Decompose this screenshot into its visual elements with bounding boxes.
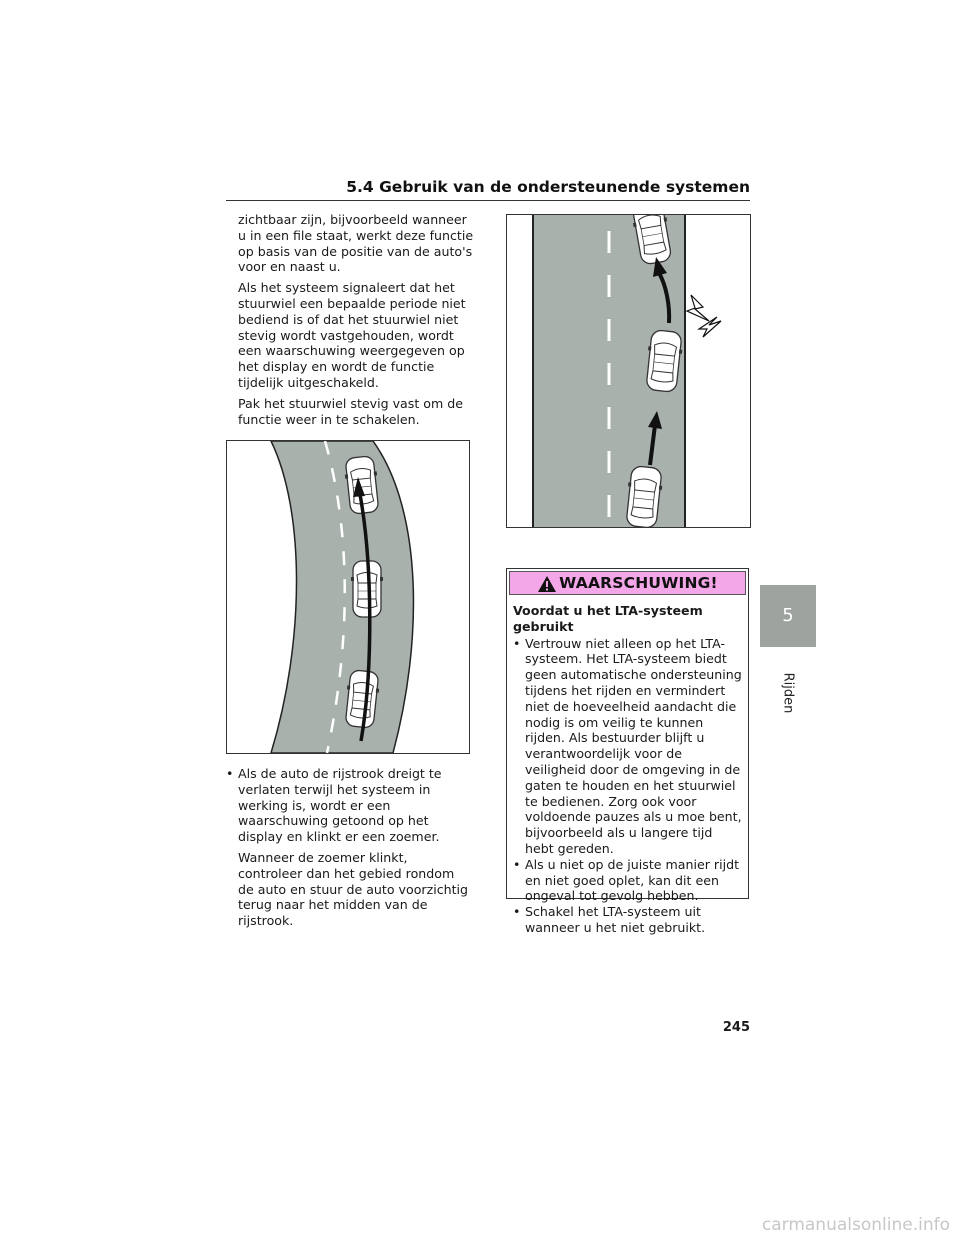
bullet-item: • Als de auto de rijstrook dreigt te verlaten terwijl het systeem in werking is, wordt er een waarschuwing getoond op het display en klinkt er een zoemer. bbox=[226, 766, 472, 845]
text-column-bottom bbox=[226, 766, 472, 929]
lightning-icon bbox=[687, 295, 709, 321]
lightning-icon bbox=[699, 317, 721, 337]
warning-bullet: • Als u niet op de juiste manier rijdt en niet goed oplet, kan dit een ongeval tot gevolg hebben. bbox=[513, 857, 742, 904]
paragraph: Pak het stuurwiel stevig vast om de functie weer in te schakelen. bbox=[238, 395, 463, 427]
lane-departure-figure bbox=[506, 214, 751, 528]
warning-title-bar bbox=[509, 571, 746, 595]
chapter-label-text: Rijden bbox=[780, 672, 796, 714]
lane-departure-illustration bbox=[507, 215, 750, 527]
warning-body bbox=[507, 597, 748, 936]
curved-road-illustration bbox=[227, 441, 469, 753]
watermark: carmanualsonline.info bbox=[761, 1215, 950, 1235]
paragraph: zichtbaar zijn, bijvoorbeeld wanneer u in een file staat, werkt deze functie op basis van de positie van de auto's voor en naast u. bbox=[238, 212, 474, 275]
page-number: 245 bbox=[722, 1020, 750, 1035]
text-column-top bbox=[238, 212, 474, 432]
paragraph: Wanneer de zoemer klinkt, controleer dan het gebied rondom de auto en stuur de auto voorzichtig terug naar het midden van de rijstrook. bbox=[238, 849, 469, 929]
warning-title: WAARSCHUWING! bbox=[559, 574, 718, 592]
warning-heading: Voordat u het LTA-systeem gebruikt bbox=[513, 603, 703, 634]
warning-bullet: • Vertrouw niet alleen op het LTA-systeem. Het LTA-systeem biedt geen automatische ondersteuning tijdens het rijden en vermindert niet de hoeveelheid aandacht die nodig is om veilig te kunnen rijden. Als bestuurder blijft u verantwoordelijk voor de veiligheid door de omgeving in de gaten te houden en het stuurwiel te bedienen. Zorg ook voor voldoende pauzes als u moe bent, bijvoorbeeld als u langere tijd hebt gereden. bbox=[513, 636, 742, 857]
paragraph: Als het systeem signaleert dat het stuurwiel een bepaalde periode niet bediend is of dat het stuurwiel niet stevig wordt vastgehouden, wordt een waarschuwing weergegeven op het display en wordt de functie tijdelijk uitgeschakeld. bbox=[238, 280, 466, 390]
section-header: 5.4 Gebruik van de ondersteunende systemen bbox=[226, 178, 750, 201]
road-surface bbox=[271, 441, 413, 753]
curved-road-figure bbox=[226, 440, 470, 754]
warning-triangle-icon bbox=[537, 575, 557, 593]
chapter-label bbox=[760, 668, 816, 718]
warning-bullet: • Schakel het LTA-systeem uit wanneer u het niet gebruikt. bbox=[513, 904, 742, 936]
chapter-tab: 5 bbox=[760, 585, 816, 647]
warning-box bbox=[506, 568, 749, 935]
